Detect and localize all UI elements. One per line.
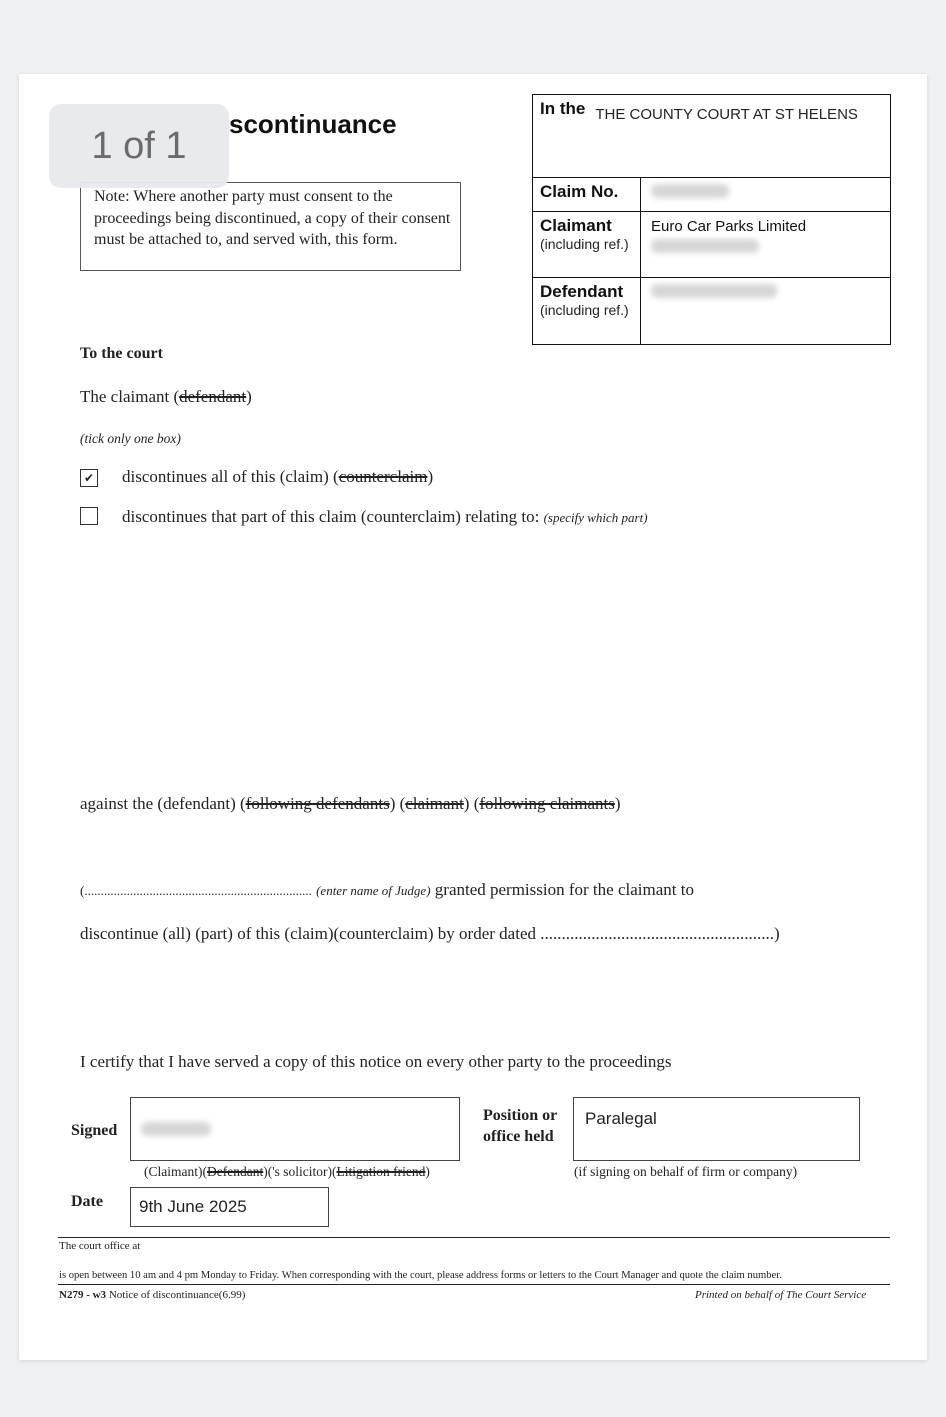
against-mid-2: ) ( bbox=[463, 794, 480, 813]
against-struck-3: following claimants bbox=[479, 794, 615, 813]
signed-caption-close: ) bbox=[425, 1164, 430, 1179]
defendant-redacted bbox=[651, 284, 777, 298]
defendant-row bbox=[533, 277, 890, 344]
footer-divider-bottom bbox=[58, 1284, 890, 1285]
signature-field[interactable] bbox=[130, 1097, 460, 1161]
claim-no-label: Claim No. bbox=[540, 182, 619, 201]
discontinue-part-label bbox=[122, 507, 648, 527]
tick-hint: (tick only one box) bbox=[80, 431, 181, 446]
judge-dots: (...................................................................... bbox=[80, 883, 312, 898]
option-part-text: discontinues that part of this claim (counterclaim) relating to: bbox=[122, 507, 540, 526]
against-struck-2: claimant bbox=[405, 794, 464, 813]
claim-no-row bbox=[533, 177, 890, 211]
signature-redacted bbox=[141, 1122, 211, 1136]
party-line-text: The claimant ( bbox=[80, 387, 180, 406]
signed-label: Signed bbox=[71, 1122, 118, 1139]
party-line-close: ) bbox=[246, 387, 252, 406]
option-all-text: discontinues all of this (claim) ( bbox=[122, 467, 339, 486]
against-close: ) bbox=[614, 794, 621, 813]
in-the-label: In the bbox=[540, 99, 586, 118]
claimant-row bbox=[533, 211, 890, 277]
claim-no-redacted bbox=[651, 184, 729, 198]
option-part-hint: (specify which part) bbox=[543, 510, 648, 525]
position-field[interactable]: Paralegal bbox=[573, 1097, 860, 1161]
date-label: Date bbox=[71, 1193, 103, 1210]
party-line-struck: defendant bbox=[179, 387, 247, 406]
discontinue-part-checkbox[interactable] bbox=[80, 507, 98, 525]
footer-divider-top bbox=[58, 1237, 890, 1238]
consent-note: Note: Where another party must consent to the proceedings being discontinued, a copy of their consent must be attached to, and served with, this form. bbox=[80, 182, 461, 271]
party-line bbox=[80, 387, 252, 407]
judge-line-1 bbox=[80, 880, 694, 900]
court-office-text: The court office at bbox=[59, 1240, 141, 1252]
claimant-label: Claimant bbox=[540, 216, 612, 235]
form-name: Notice of discontinuance(6.99) bbox=[108, 1289, 246, 1301]
signed-caption-struck-2: Litigation friend bbox=[336, 1164, 426, 1179]
judge-hint: (enter name of Judge) bbox=[316, 883, 431, 898]
discontinue-all-label bbox=[122, 467, 433, 487]
against-text: against the (defendant) ( bbox=[80, 794, 246, 813]
option-all-struck: counterclaim bbox=[338, 467, 428, 486]
form-code: N279 - w3 bbox=[59, 1289, 107, 1301]
position-caption: (if signing on behalf of firm or company) bbox=[574, 1164, 798, 1179]
to-the-court: To the court bbox=[80, 345, 163, 362]
defendant-label: Defendant bbox=[540, 282, 624, 301]
form-reference bbox=[59, 1289, 245, 1301]
printed-by: Printed on behalf of The Court Service bbox=[695, 1289, 867, 1301]
form-title: scontinuance bbox=[229, 109, 397, 139]
claimant-ref-redacted bbox=[651, 239, 759, 253]
certify-statement: I certify that I have served a copy of this notice on every other party to the proceedings bbox=[80, 1052, 672, 1071]
claimant-name: Euro Car Parks Limited bbox=[651, 218, 807, 235]
court-details-box bbox=[532, 94, 891, 345]
document-page bbox=[19, 74, 927, 1360]
court-row bbox=[533, 95, 890, 177]
opening-hours-text: is open between 10 am and 4 pm Monday to Friday. When corresponding with the court, please address forms or letters to the Court Manager and quote the claim number. bbox=[59, 1270, 782, 1281]
signed-caption-mid: )('s solicitor)( bbox=[263, 1164, 337, 1179]
defendant-sub: (including ref.) bbox=[540, 302, 629, 318]
court-name: THE COUNTY COURT AT ST HELENS bbox=[595, 106, 858, 123]
page-indicator: 1 of 1 bbox=[49, 104, 229, 188]
claimant-sub: (including ref.) bbox=[540, 236, 629, 252]
against-line bbox=[80, 794, 621, 814]
option-all-close: ) bbox=[427, 467, 434, 486]
check-mark-icon: ✔ bbox=[83, 471, 95, 485]
position-label bbox=[483, 1105, 557, 1147]
position-label-line-1: Position or bbox=[483, 1107, 558, 1124]
judge-text: granted permission for the claimant to bbox=[434, 880, 694, 899]
signed-caption bbox=[144, 1164, 430, 1180]
against-struck-1: following defendants bbox=[245, 794, 390, 813]
signed-caption-pre: (Claimant)( bbox=[144, 1164, 207, 1179]
signed-caption-struck-1: Defendant bbox=[206, 1164, 264, 1179]
discontinue-all-checkbox[interactable] bbox=[80, 469, 98, 487]
position-label-line-2: office held bbox=[483, 1128, 554, 1145]
date-field[interactable]: 9th June 2025 bbox=[130, 1187, 329, 1227]
judge-line-2: discontinue (all) (part) of this (claim)(counterclaim) by order dated .......................................................) bbox=[80, 924, 780, 943]
against-mid: ) ( bbox=[389, 794, 406, 813]
